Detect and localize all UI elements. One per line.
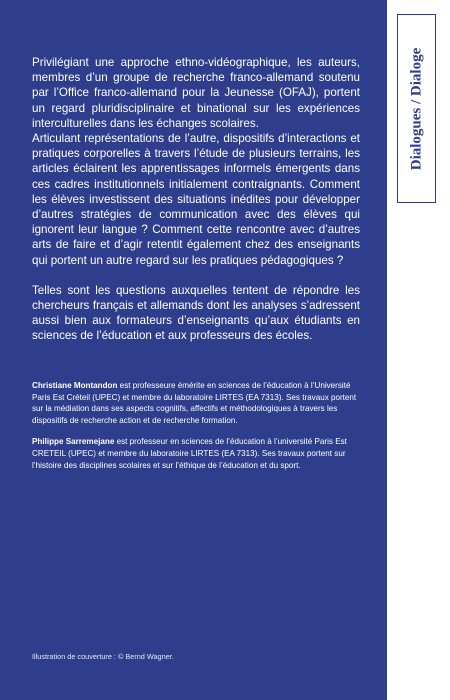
author-bio <box>32 380 360 426</box>
series-label: Dialogues / Dialoge <box>408 47 424 170</box>
author-bio-text: est professeure émérite en sciences de l’éducation à l’Université Paris Est Créteil (UPEC) et membre du laboratoire LIRTES (EA 7313). Ses travaux portent sur la médiation dans ses aspects cognitifs, affectifs et méthodologiques à travers les dispositifs de recherche action et de recherche formation. <box>32 381 357 425</box>
blurb-paragraph-1: Privilégiant une approche ethno-vidéographique, les auteurs, membres d’un groupe de recherche franco-allemand soutenu par l’Office franco-allemand pour la Jeunesse (OFAJ), portent un regard pluridisciplinaire et binational sur les expériences interculturelles dans les échanges scolaires. <box>32 56 360 130</box>
blurb-paragraph-2: Articulant représentations de l’autre, dispositifs d’interactions et pratiques corporelles à travers l’étude de plusieurs terrains, les articles éclairent les apprentissages informels émergents dans ces cadres institutionnels initialement contraignants. Comment les élèves investissent des situations inédites pour développer d’autres stratégies de communication avec des élèves qui ignorent leur langue ? Comment cette rencontre avec d’autres arts de faire et d’agir retentit également chez des enseignants qui portent un autre regard sur les pratiques pédagogiques ? <box>32 132 360 267</box>
blurb <box>32 55 360 344</box>
series-strip <box>387 0 450 700</box>
author-bio <box>32 436 360 471</box>
blurb-paragraph-3: Telles sont les questions auxquelles tentent de répondre les chercheurs français et allemands dont les analyses s’adressent aussi bien aux formateurs d’enseignants qu’aux étudiants en sciences de l’éducation et aux professeurs des écoles. <box>32 283 360 343</box>
author-name: Christiane Montandon <box>32 381 118 390</box>
author-name: Philippe Sarremejane <box>32 437 115 447</box>
author-bio-text: est professeur en sciences de l’éducation à l’université Paris Est CRETEIL (UPEC) et membre du laboratoire LIRTES (EA 7313). Ses travaux portent sur l’histoire des disciplines scolaires et sur l’éthique de l’éducation et du sport. <box>32 437 347 470</box>
cover-illustration-credit: Illustration de couverture : © Bernd Wagner. <box>32 652 174 661</box>
series-label-box <box>397 14 436 203</box>
author-bios <box>32 380 360 481</box>
